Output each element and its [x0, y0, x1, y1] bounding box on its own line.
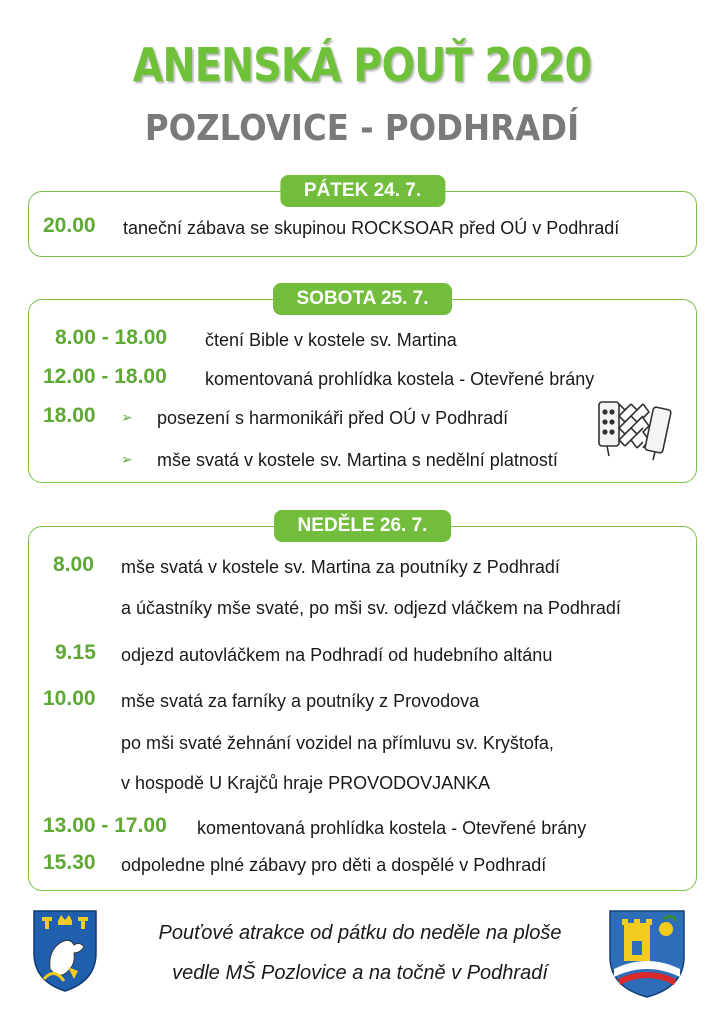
event-text: po mši svaté žehnání vozidel na přímluvu sv. Kryštofa, — [121, 733, 554, 753]
arrow-bullet-icon: ➢ — [121, 409, 133, 425]
saturday-section — [28, 288, 697, 483]
friday-badge: PÁTEK 24. 7. — [280, 175, 445, 207]
event-text: komentovaná prohlídka kostela - Otevřené brány — [197, 818, 587, 838]
event-time: 8.00 — [53, 553, 94, 576]
friday-section — [28, 180, 697, 257]
event-time: 9.15 — [55, 641, 96, 664]
event-text: a účastníky mše svaté, po mši sv. odjezd vláčkem na Podhradí — [121, 598, 621, 618]
event-time: 12.00 - 18.00 — [43, 365, 167, 388]
event-time: 15.30 — [43, 851, 96, 874]
event-time: 13.00 - 17.00 — [43, 814, 167, 837]
event-time: 20.00 — [43, 214, 96, 237]
podhradi-crest-icon — [606, 907, 688, 999]
event-text: posezení s harmonikáři před OÚ v Podhradí — [157, 408, 509, 428]
event-time: 18.00 — [43, 404, 96, 427]
event-text: odjezd autovláčkem na Podhradí od hudebního altánu — [121, 645, 553, 665]
event-text: taneční zábava se skupinou ROCKSOAR před OÚ v Podhradí — [123, 218, 620, 238]
sunday-section — [28, 515, 697, 891]
accordion-icon — [595, 396, 675, 462]
arrow-bullet-icon: ➢ — [121, 451, 133, 467]
event-text: v hospodě U Krajčů hraje PROVODOVJANKA — [121, 773, 491, 793]
sunday-badge: NEDĚLE 26. 7. — [274, 510, 452, 542]
event-time: 10.00 — [43, 687, 96, 710]
event-text: mše svatá za farníky a poutníky z Provodova — [121, 691, 480, 711]
event-text: odpoledne plné zábavy pro děti a dospělé v Podhradí — [121, 855, 547, 875]
event-text: komentovaná prohlídka kostela - Otevřené brány — [205, 369, 595, 389]
page-subtitle: POZLOVICE - PODHRADÍ — [144, 108, 580, 149]
pozlovice-crest-icon — [30, 907, 100, 993]
page-title: ANENSKÁ POUŤ 2020 — [132, 38, 592, 92]
saturday-badge: SOBOTA 25. 7. — [273, 283, 453, 315]
event-time: 8.00 - 18.00 — [55, 326, 168, 349]
footer-line-2: vedle MŠ Pozlovice a na točně v Podhradí — [172, 962, 548, 984]
event-text: čtení Bible v kostele sv. Martina — [205, 330, 457, 350]
event-text: mše svatá v kostele sv. Martina za poutníky z Podhradí — [121, 557, 560, 577]
footer-line-1: Pouťové atrakce od pátku do neděle na ploše — [158, 922, 562, 944]
event-text: mše svatá v kostele sv. Martina s nedělní platností — [157, 450, 558, 470]
